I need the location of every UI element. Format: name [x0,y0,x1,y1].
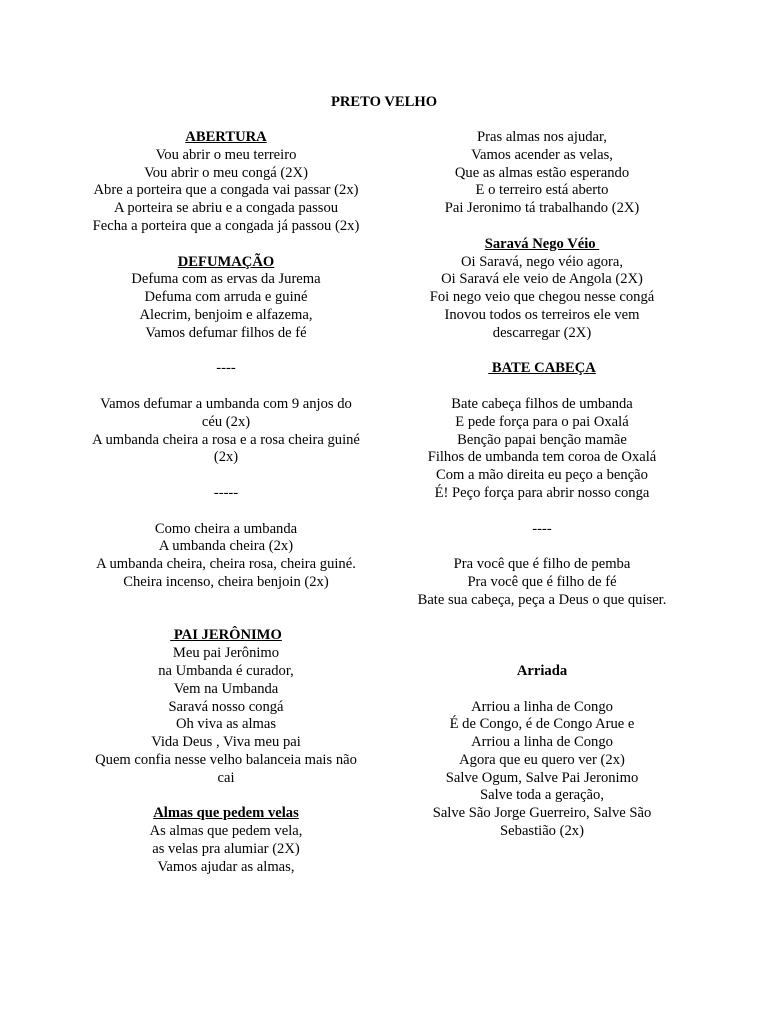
verse-line: Oi Saravá, nego véio agora, [460,253,624,270]
verse-line: Vamos defumar filhos de fé [145,324,307,341]
verse-line: Salve toda a geração, [480,787,604,804]
verse-line: Fecha a porteira que a congada já passou (2x) [92,217,360,234]
section-heading-pai-jeronimo: PAI JERÔNIMO [170,627,282,644]
verse-line: Oi Saravá ele veio de Angola (2X) [441,271,643,288]
verse-line: Vem na Umbanda [173,680,279,697]
section-heading-bate-cabeca: BATE CABEÇA [488,360,596,377]
section-heading-arriada: Arriada [516,662,568,679]
verse-line: Pra você que é filho de fé [467,573,617,590]
verse-line: A umbanda cheira a rosa e a rosa cheira guiné (2x) [92,431,360,466]
verse-line: Defuma com arruda e guiné [144,289,308,306]
verse-line: Pras almas nos ajudar, [477,129,607,145]
verse-line: Abre a porteira que a congada vai passar (2x) [93,182,359,199]
verse-line: A umbanda cheira (2x) [158,538,294,555]
section-heading-abertura: ABERTURA [185,129,267,145]
verse-line: Cheira incenso, cheira benjoin (2x) [123,573,329,590]
verse-line: Salve Ogum, Salve Pai Jeronimo [445,769,639,786]
verse-line: Foi nego veio que chegou nesse congá [429,289,655,306]
verse-line: E pede força para o pai Oxalá [455,413,629,430]
separator: ---- [216,360,236,377]
section-heading-sarava: Saravá Nego Véio [484,235,600,252]
verse-line: Vou abrir o meu terreiro [155,146,297,163]
section-heading-almas: Almas que pedem velas [153,805,299,822]
separator: ---- [532,520,552,537]
verse-line: Pra você que é filho de pemba [453,556,631,573]
verse-line: Saravá nosso congá [168,698,284,715]
verse-line: Salve São Jorge Guerreiro, Salve São Sebastião (2x) [432,805,652,840]
section-heading-defumacao: DEFUMAÇÃO [177,253,275,270]
verse-line: na Umbanda é curador, [158,662,294,679]
verse-line: Benção papai benção mamãe [457,431,627,448]
verse-line: Vida Deus , Viva meu pai [151,734,301,751]
verse-line: Arriou a linha de Congo [471,698,613,715]
verse-line: Vamos ajudar as almas, [157,858,295,875]
verse-line: Como cheira a umbanda [154,520,298,537]
verse-line: A umbanda cheira, cheira rosa, cheira guiné. [96,556,356,573]
verse-line: Que as almas estão esperando [454,164,630,181]
verse-line: Agora que eu quero ver (2x) [459,751,625,768]
verse-line: Vamos acender as velas, [471,146,613,163]
verse-line: Vamos defumar a umbanda com 9 anjos do céu (2x) [100,395,352,430]
verse-line: Com a mão direita eu peço a benção [436,467,648,484]
verse-line: A porteira se abriu e a congada passou [113,200,339,217]
verse-line: Bate sua cabeça, peça a Deus o que quiser. [417,591,667,608]
verse-line: E o terreiro está aberto [475,182,609,199]
separator: ----- [213,484,239,501]
verse-line: Vou abrir o meu congá (2X) [144,164,308,181]
verse-line: Quem confia nesse velho balanceia mais não cai [95,751,357,786]
page-title: PRETO VELHO [330,94,438,110]
verse-line: Defuma com as ervas da Jurema [131,271,321,288]
verse-line: Meu pai Jerônimo [172,645,280,662]
verse-line: as velas pra alumiar (2X) [152,840,300,857]
verse-line: Filhos de umbanda tem coroa de Oxalá [427,449,657,466]
verse-line: Inovou todos os terreiros ele vem descarregar (2X) [444,306,640,341]
verse-line: Bate cabeça filhos de umbanda [451,395,633,412]
left-column [90,129,362,876]
verse-line: Alecrim, benjoim e alfazema, [139,306,313,323]
verse-line: Oh viva as almas [175,716,277,733]
verse-line: Arriou a linha de Congo [471,734,613,751]
verse-line: Pai Jeronimo tá trabalhando (2X) [444,200,640,217]
verse-line: As almas que pedem vela, [149,823,303,840]
verse-line: É de Congo, é de Congo Arue e [449,716,635,733]
right-column [410,129,674,841]
verse-line: É! Peço força para abrir nosso conga [434,484,650,501]
